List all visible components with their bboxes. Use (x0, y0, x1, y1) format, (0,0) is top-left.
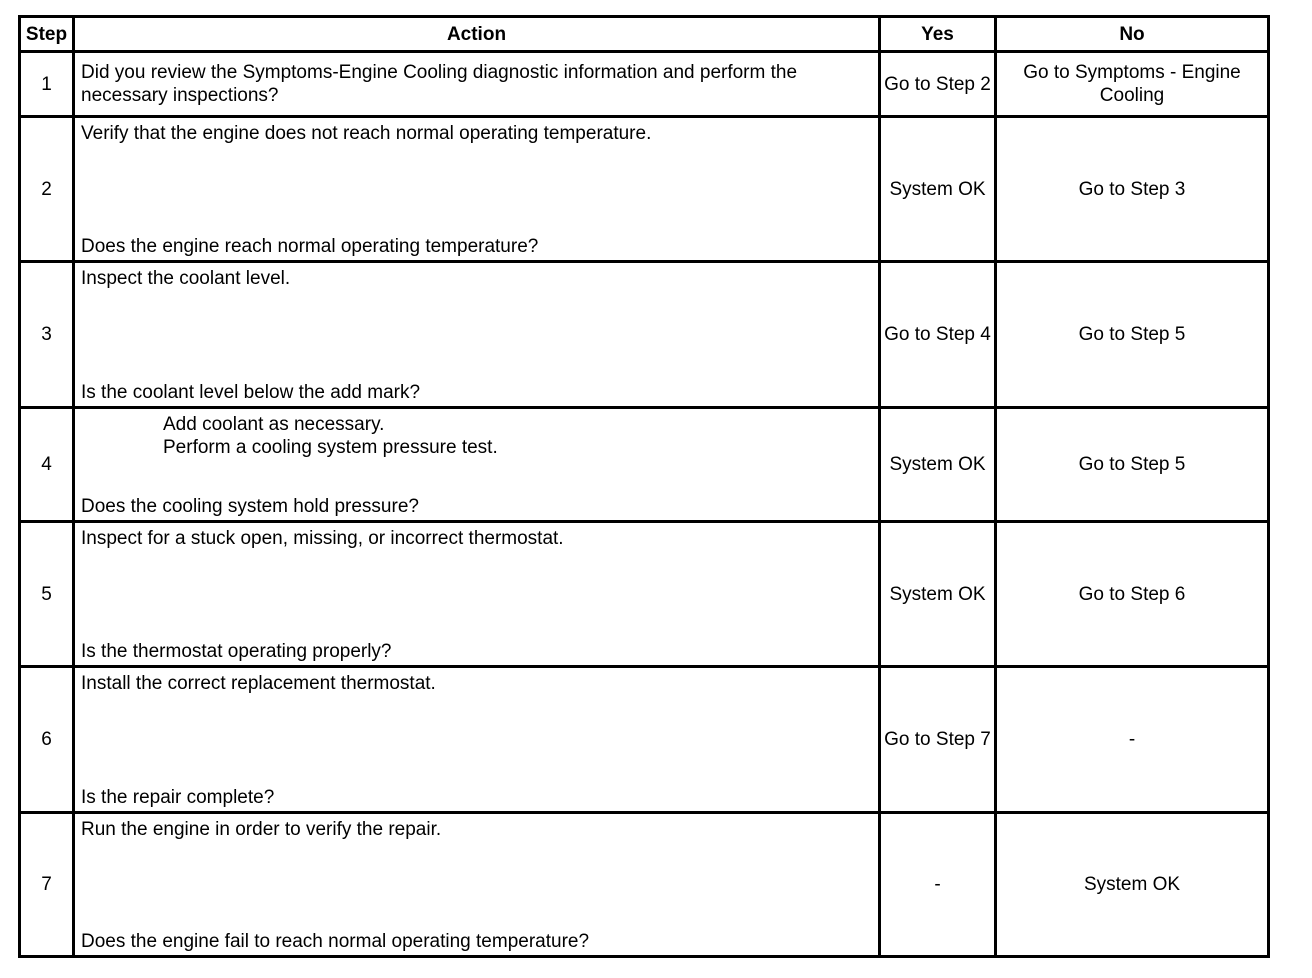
no-outcome: System OK (1083, 874, 1181, 895)
no-outcome: Go to Step 5 (997, 409, 1267, 523)
action-question: Does the cooling system hold pressure? (81, 496, 419, 517)
action-instruction: Run the engine in order to verify the repair. (81, 819, 442, 840)
action-instruction: Inspect the coolant level. (81, 268, 291, 289)
action-question: Does the engine reach normal operating temperature? (81, 236, 539, 257)
yes-outcome: Go to Step 4 (881, 263, 997, 409)
step-number: 3 (21, 263, 75, 409)
step-number: 7 (21, 814, 75, 955)
action-question: Is the repair complete? (81, 787, 275, 808)
yes-outcome: System OK (881, 409, 997, 523)
action-cell (75, 263, 881, 409)
diagnostic-table (18, 15, 1270, 958)
action-cell (75, 523, 881, 668)
action-instruction: Inspect for a stuck open, missing, or incorrect thermostat. (81, 528, 564, 549)
table-row-step-6 (21, 668, 1267, 814)
action-instruction-line: Perform a cooling system pressure test. (163, 437, 498, 458)
step-number: 2 (21, 118, 75, 263)
yes-outcome: - (881, 814, 997, 955)
header-step: Step (21, 18, 75, 53)
table-row-step-7 (21, 814, 1267, 955)
yes-outcome: Go to Step 7 (881, 668, 997, 814)
yes-outcome: System OK (881, 118, 997, 263)
header-yes: Yes (881, 18, 997, 53)
table-row-step-4 (21, 409, 1267, 523)
table-header-row (21, 18, 1267, 53)
step-number: 5 (21, 523, 75, 668)
table-row-step-5 (21, 523, 1267, 668)
table-row-step-3 (21, 263, 1267, 409)
header-action: Action (75, 18, 881, 53)
table-row-step-2 (21, 118, 1267, 263)
action-text: Did you review the Symptoms-Engine Cooling diagnostic information and perform the necessary inspections? (75, 53, 881, 118)
action-cell (75, 668, 881, 814)
step-number: 1 (21, 53, 75, 118)
action-instruction (81, 413, 872, 459)
action-cell (75, 118, 881, 263)
action-question: Is the coolant level below the add mark? (81, 382, 421, 403)
action-cell (75, 409, 881, 523)
action-instruction: Install the correct replacement thermostat. (81, 673, 436, 694)
no-outcome: Go to Symptoms - Engine Cooling (997, 53, 1267, 118)
header-no: No (997, 18, 1267, 53)
no-outcome: Go to Step 6 (997, 523, 1267, 668)
yes-outcome: System OK (881, 523, 997, 668)
yes-outcome: Go to Step 2 (881, 53, 997, 118)
action-instruction: Verify that the engine does not reach normal operating temperature. (81, 123, 652, 144)
action-question: Is the thermostat operating properly? (81, 641, 392, 662)
step-number: 4 (21, 409, 75, 523)
action-cell (75, 814, 881, 955)
no-outcome: Go to Step 3 (997, 118, 1267, 263)
action-instruction-line: Add coolant as necessary. (163, 414, 385, 435)
no-outcome: Go to Step 5 (997, 263, 1267, 409)
action-question: Does the engine fail to reach normal operating temperature? (81, 931, 590, 952)
step-number: 6 (21, 668, 75, 814)
table-row-step-1 (21, 53, 1267, 118)
no-outcome: - (997, 668, 1267, 814)
